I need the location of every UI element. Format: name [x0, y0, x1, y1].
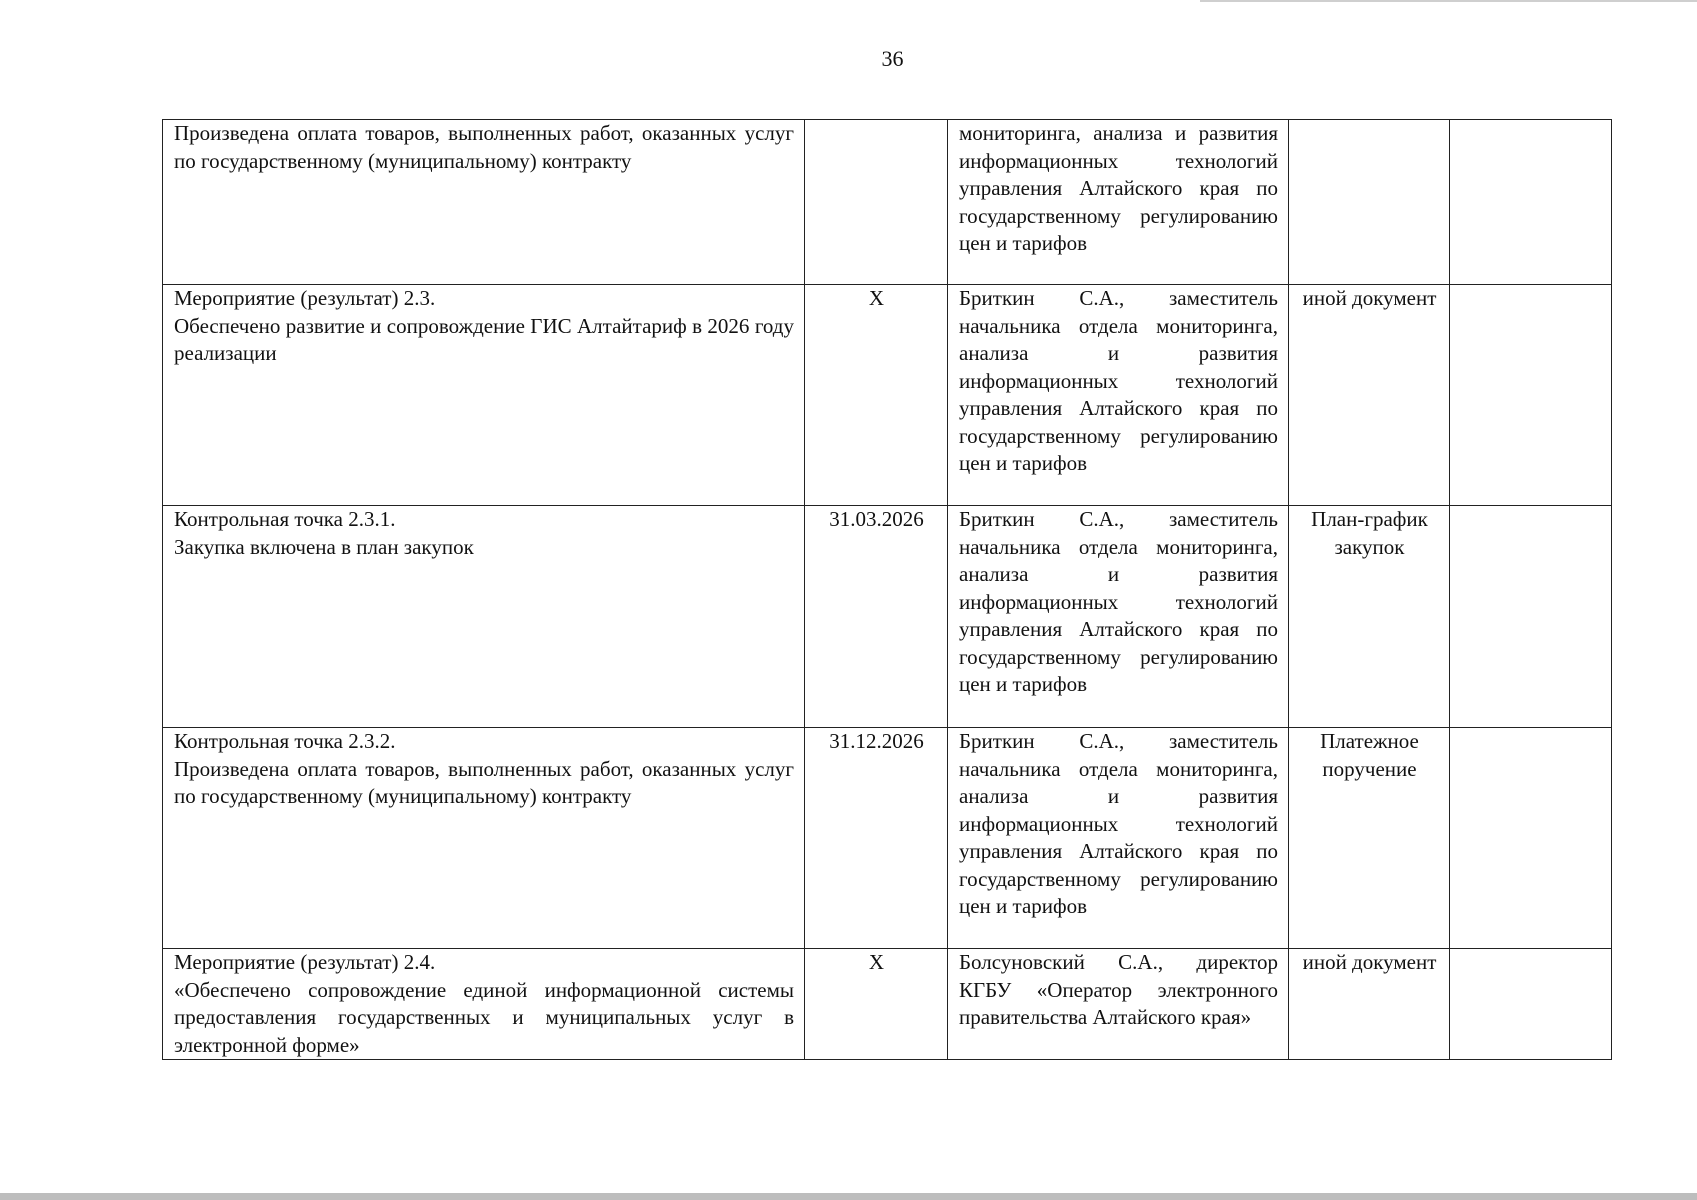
activity-description: Произведена оплата товаров, выполненных работ, оказанных услуг по государственному (муниципальному) контракту	[174, 756, 794, 808]
activity-heading: Контрольная точка 2.3.1.	[174, 507, 396, 531]
activity-description: «Обеспечено сопровождение единой информационной системы предоставления государственных и муниципальных услуг в электронной форме»	[174, 977, 794, 1057]
date-cell: X	[805, 949, 948, 1060]
table-row	[163, 949, 1612, 1060]
date-cell: 31.12.2026	[805, 728, 948, 949]
note-cell	[1450, 949, 1612, 1060]
document-cell	[1289, 120, 1450, 285]
table-row	[163, 506, 1612, 728]
responsible-cell: Болсуновский С.А., директор КГБУ «Оператор электронного правительства Алтайского края»	[948, 949, 1289, 1060]
activity-cell	[163, 120, 805, 285]
scan-edge	[0, 1193, 1697, 1200]
activity-description: Произведена оплата товаров, выполненных работ, оказанных услуг по государственному (муниципальному) контракту	[174, 121, 794, 173]
activity-cell	[163, 506, 805, 728]
date-cell: X	[805, 285, 948, 506]
document-cell: иной документ	[1289, 949, 1450, 1060]
scan-edge	[1200, 0, 1697, 2]
date-cell: 31.03.2026	[805, 506, 948, 728]
table-row	[163, 120, 1612, 285]
activity-cell	[163, 949, 805, 1060]
responsible-cell: Бриткин С.А., заместитель начальника отдела мониторинга, анализа и развития информационных технологий управления Алтайского края по государственному регулированию цен и тарифов	[948, 728, 1289, 949]
responsible-cell: Бриткин С.А., заместитель начальника отдела мониторинга, анализа и развития информационных технологий управления Алтайского края по государственному регулированию цен и тарифов	[948, 285, 1289, 506]
table-row	[163, 285, 1612, 506]
note-cell	[1450, 728, 1612, 949]
activity-heading: Мероприятие (результат) 2.4.	[174, 950, 436, 974]
note-cell	[1450, 120, 1612, 285]
document-cell: иной документ	[1289, 285, 1450, 506]
activity-cell	[163, 728, 805, 949]
plan-table	[162, 119, 1612, 1060]
date-cell	[805, 120, 948, 285]
activity-heading: Контрольная точка 2.3.2.	[174, 729, 396, 753]
activity-description: Обеспечено развитие и сопровождение ГИС Алтайтариф в 2026 году реализации	[174, 313, 794, 365]
activity-heading: Мероприятие (результат) 2.3.	[174, 286, 436, 310]
note-cell	[1450, 285, 1612, 506]
responsible-cell: Бриткин С.А., заместитель начальника отдела мониторинга, анализа и развития информационных технологий управления Алтайского края по государственному регулированию цен и тарифов	[948, 506, 1289, 728]
activity-description: Закупка включена в план закупок	[174, 534, 474, 559]
activity-cell	[163, 285, 805, 506]
document-cell: Платежное поручение	[1289, 728, 1450, 949]
note-cell	[1450, 506, 1612, 728]
page-number: 36	[881, 46, 904, 71]
document-cell: План-график закупок	[1289, 506, 1450, 728]
responsible-cell: мониторинга, анализа и развития информационных технологий управления Алтайского края по государственному регулированию цен и тарифов	[948, 120, 1289, 285]
table-row	[163, 728, 1612, 949]
